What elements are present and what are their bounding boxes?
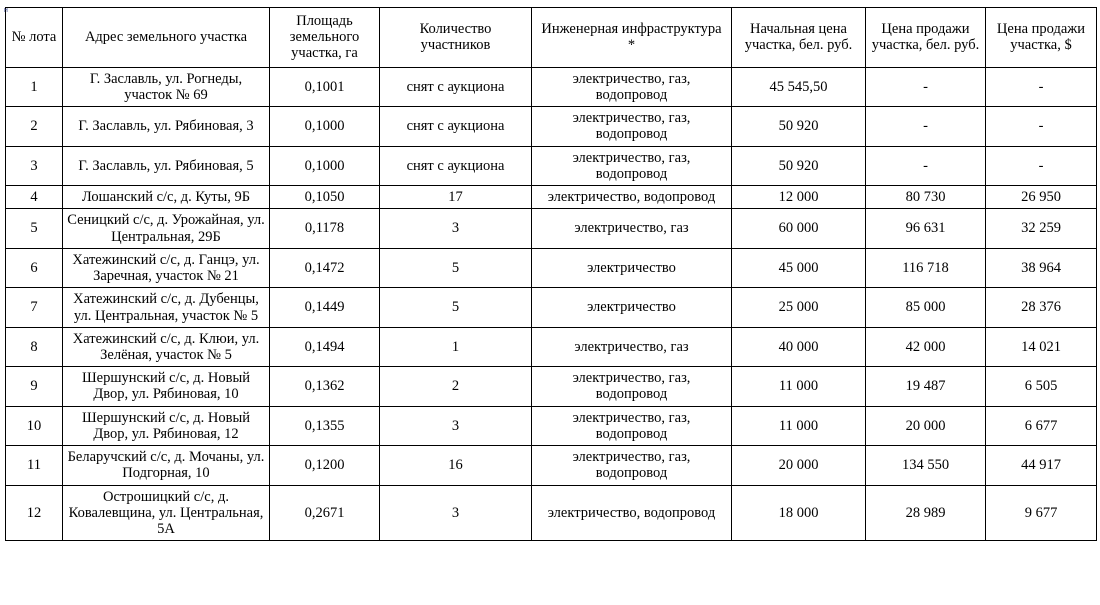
cell-infrastructure: электричество, водопровод bbox=[532, 186, 732, 209]
column-header-area: Площадь земельного участка, га bbox=[270, 8, 380, 68]
table-row bbox=[6, 209, 1097, 248]
table-row bbox=[6, 186, 1097, 209]
cell-lot: 12 bbox=[6, 485, 63, 541]
cell-participants: снят с аукциона bbox=[380, 146, 532, 185]
table-row bbox=[6, 446, 1097, 485]
cell-address: Шершунский с/с, д. Новый Двор, ул. Рябиновая, 12 bbox=[63, 406, 270, 445]
cell-sale-price-byn: 28 989 bbox=[866, 485, 986, 541]
cell-sale-price-usd: 9 677 bbox=[986, 485, 1097, 541]
cell-infrastructure: электричество bbox=[532, 248, 732, 287]
cell-address: Острошицкий с/с, д. Ковалевщина, ул. Центральная, 5А bbox=[63, 485, 270, 541]
cell-lot: 1 bbox=[6, 67, 63, 106]
cell-sale-price-usd: 28 376 bbox=[986, 288, 1097, 327]
cell-sale-price-usd: 38 964 bbox=[986, 248, 1097, 287]
cell-area: 0,1472 bbox=[270, 248, 380, 287]
table-row bbox=[6, 146, 1097, 185]
table-row bbox=[6, 107, 1097, 146]
column-header-infrastructure: Инженерная инфраструктура * bbox=[532, 8, 732, 68]
cell-address: Лошанский с/с, д. Куты, 9Б bbox=[63, 186, 270, 209]
cell-area: 0,1355 bbox=[270, 406, 380, 445]
cell-infrastructure: электричество bbox=[532, 288, 732, 327]
cell-participants: снят с аукциона bbox=[380, 67, 532, 106]
cell-participants: 1 bbox=[380, 327, 532, 366]
cell-address: Беларучский с/с, д. Мочаны, ул. Подгорная, 10 bbox=[63, 446, 270, 485]
cell-sale-price-byn: 80 730 bbox=[866, 186, 986, 209]
cell-address: Г. Заславль, ул. Рябиновая, 3 bbox=[63, 107, 270, 146]
cell-start-price: 40 000 bbox=[732, 327, 866, 366]
cell-start-price: 50 920 bbox=[732, 107, 866, 146]
cell-start-price: 45 545,50 bbox=[732, 67, 866, 106]
cell-start-price: 50 920 bbox=[732, 146, 866, 185]
cell-address: Шершунский с/с, д. Новый Двор, ул. Рябиновая, 10 bbox=[63, 367, 270, 406]
cell-area: 0,1000 bbox=[270, 146, 380, 185]
cell-area: 0,1494 bbox=[270, 327, 380, 366]
column-header-lot: № лота bbox=[6, 8, 63, 68]
cell-start-price: 20 000 bbox=[732, 446, 866, 485]
column-header-participants: Количество участников bbox=[380, 8, 532, 68]
land-plots-table bbox=[5, 7, 1097, 541]
cell-participants: 3 bbox=[380, 406, 532, 445]
table-row bbox=[6, 67, 1097, 106]
cell-sale-price-byn: 134 550 bbox=[866, 446, 986, 485]
cell-address: Хатежинский с/с, д. Дубенцы, ул. Центральная, участок № 5 bbox=[63, 288, 270, 327]
cell-participants: 2 bbox=[380, 367, 532, 406]
cell-start-price: 11 000 bbox=[732, 367, 866, 406]
table-body bbox=[6, 67, 1097, 541]
cell-area: 0,1001 bbox=[270, 67, 380, 106]
cell-area: 0,1000 bbox=[270, 107, 380, 146]
cell-lot: 3 bbox=[6, 146, 63, 185]
cell-sale-price-usd: - bbox=[986, 146, 1097, 185]
column-header-sale-price-byn: Цена продажи участка, бел. руб. bbox=[866, 8, 986, 68]
cell-start-price: 12 000 bbox=[732, 186, 866, 209]
cell-lot: 4 bbox=[6, 186, 63, 209]
cell-sale-price-byn: - bbox=[866, 67, 986, 106]
cell-start-price: 25 000 bbox=[732, 288, 866, 327]
cell-sale-price-byn: 116 718 bbox=[866, 248, 986, 287]
cell-address: Г. Заславль, ул. Рогнеды, участок № 69 bbox=[63, 67, 270, 106]
cell-lot: 11 bbox=[6, 446, 63, 485]
cell-infrastructure: электричество, газ, водопровод bbox=[532, 367, 732, 406]
cell-area: 0,1449 bbox=[270, 288, 380, 327]
cell-sale-price-usd: 44 917 bbox=[986, 446, 1097, 485]
table-row bbox=[6, 248, 1097, 287]
cell-infrastructure: электричество, газ, водопровод bbox=[532, 107, 732, 146]
cell-participants: 17 bbox=[380, 186, 532, 209]
column-header-sale-price-usd: Цена продажи участка, $ bbox=[986, 8, 1097, 68]
cell-infrastructure: электричество, газ, водопровод bbox=[532, 146, 732, 185]
cell-sale-price-byn: 20 000 bbox=[866, 406, 986, 445]
cell-sale-price-usd: 6 505 bbox=[986, 367, 1097, 406]
cell-sale-price-byn: 42 000 bbox=[866, 327, 986, 366]
cell-sale-price-byn: 85 000 bbox=[866, 288, 986, 327]
column-header-start-price: Начальная цена участка, бел. руб. bbox=[732, 8, 866, 68]
table-row bbox=[6, 406, 1097, 445]
table-row bbox=[6, 485, 1097, 541]
cell-infrastructure: электричество, газ, водопровод bbox=[532, 446, 732, 485]
cell-infrastructure: электричество, газ, водопровод bbox=[532, 67, 732, 106]
cell-sale-price-usd: 26 950 bbox=[986, 186, 1097, 209]
cell-participants: 3 bbox=[380, 209, 532, 248]
cell-area: 0,1050 bbox=[270, 186, 380, 209]
cell-participants: 5 bbox=[380, 288, 532, 327]
cell-area: 0,1200 bbox=[270, 446, 380, 485]
cell-sale-price-byn: 19 487 bbox=[866, 367, 986, 406]
cell-lot: 5 bbox=[6, 209, 63, 248]
cell-infrastructure: электричество, газ bbox=[532, 209, 732, 248]
paragraph-marker: н bbox=[4, 7, 8, 14]
cell-participants: 16 bbox=[380, 446, 532, 485]
cell-lot: 7 bbox=[6, 288, 63, 327]
cell-address: Г. Заславль, ул. Рябиновая, 5 bbox=[63, 146, 270, 185]
cell-area: 0,1362 bbox=[270, 367, 380, 406]
cell-sale-price-byn: 96 631 bbox=[866, 209, 986, 248]
cell-lot: 2 bbox=[6, 107, 63, 146]
cell-address: Сеницкий с/с, д. Урожайная, ул. Центральная, 29Б bbox=[63, 209, 270, 248]
cell-lot: 6 bbox=[6, 248, 63, 287]
cell-sale-price-byn: - bbox=[866, 146, 986, 185]
table-header-row bbox=[6, 8, 1097, 68]
cell-sale-price-usd: 6 677 bbox=[986, 406, 1097, 445]
cell-lot: 9 bbox=[6, 367, 63, 406]
cell-lot: 10 bbox=[6, 406, 63, 445]
cell-participants: 3 bbox=[380, 485, 532, 541]
cell-infrastructure: электричество, водопровод bbox=[532, 485, 732, 541]
cell-participants: 5 bbox=[380, 248, 532, 287]
cell-sale-price-usd: - bbox=[986, 67, 1097, 106]
cell-address: Хатежинский с/с, д. Клюи, ул. Зелёная, участок № 5 bbox=[63, 327, 270, 366]
cell-start-price: 11 000 bbox=[732, 406, 866, 445]
cell-start-price: 18 000 bbox=[732, 485, 866, 541]
table-row bbox=[6, 367, 1097, 406]
document-page bbox=[0, 7, 1100, 605]
cell-participants: снят с аукциона bbox=[380, 107, 532, 146]
cell-address: Хатежинский с/с, д. Ганцэ, ул. Заречная, участок № 21 bbox=[63, 248, 270, 287]
cell-area: 0,1178 bbox=[270, 209, 380, 248]
cell-sale-price-usd: 14 021 bbox=[986, 327, 1097, 366]
cell-sale-price-usd: - bbox=[986, 107, 1097, 146]
column-header-address: Адрес земельного участка bbox=[63, 8, 270, 68]
cell-sale-price-byn: - bbox=[866, 107, 986, 146]
cell-start-price: 60 000 bbox=[732, 209, 866, 248]
cell-infrastructure: электричество, газ bbox=[532, 327, 732, 366]
cell-area: 0,2671 bbox=[270, 485, 380, 541]
cell-start-price: 45 000 bbox=[732, 248, 866, 287]
cell-sale-price-usd: 32 259 bbox=[986, 209, 1097, 248]
table-row bbox=[6, 288, 1097, 327]
cell-infrastructure: электричество, газ, водопровод bbox=[532, 406, 732, 445]
table-row bbox=[6, 327, 1097, 366]
cell-lot: 8 bbox=[6, 327, 63, 366]
